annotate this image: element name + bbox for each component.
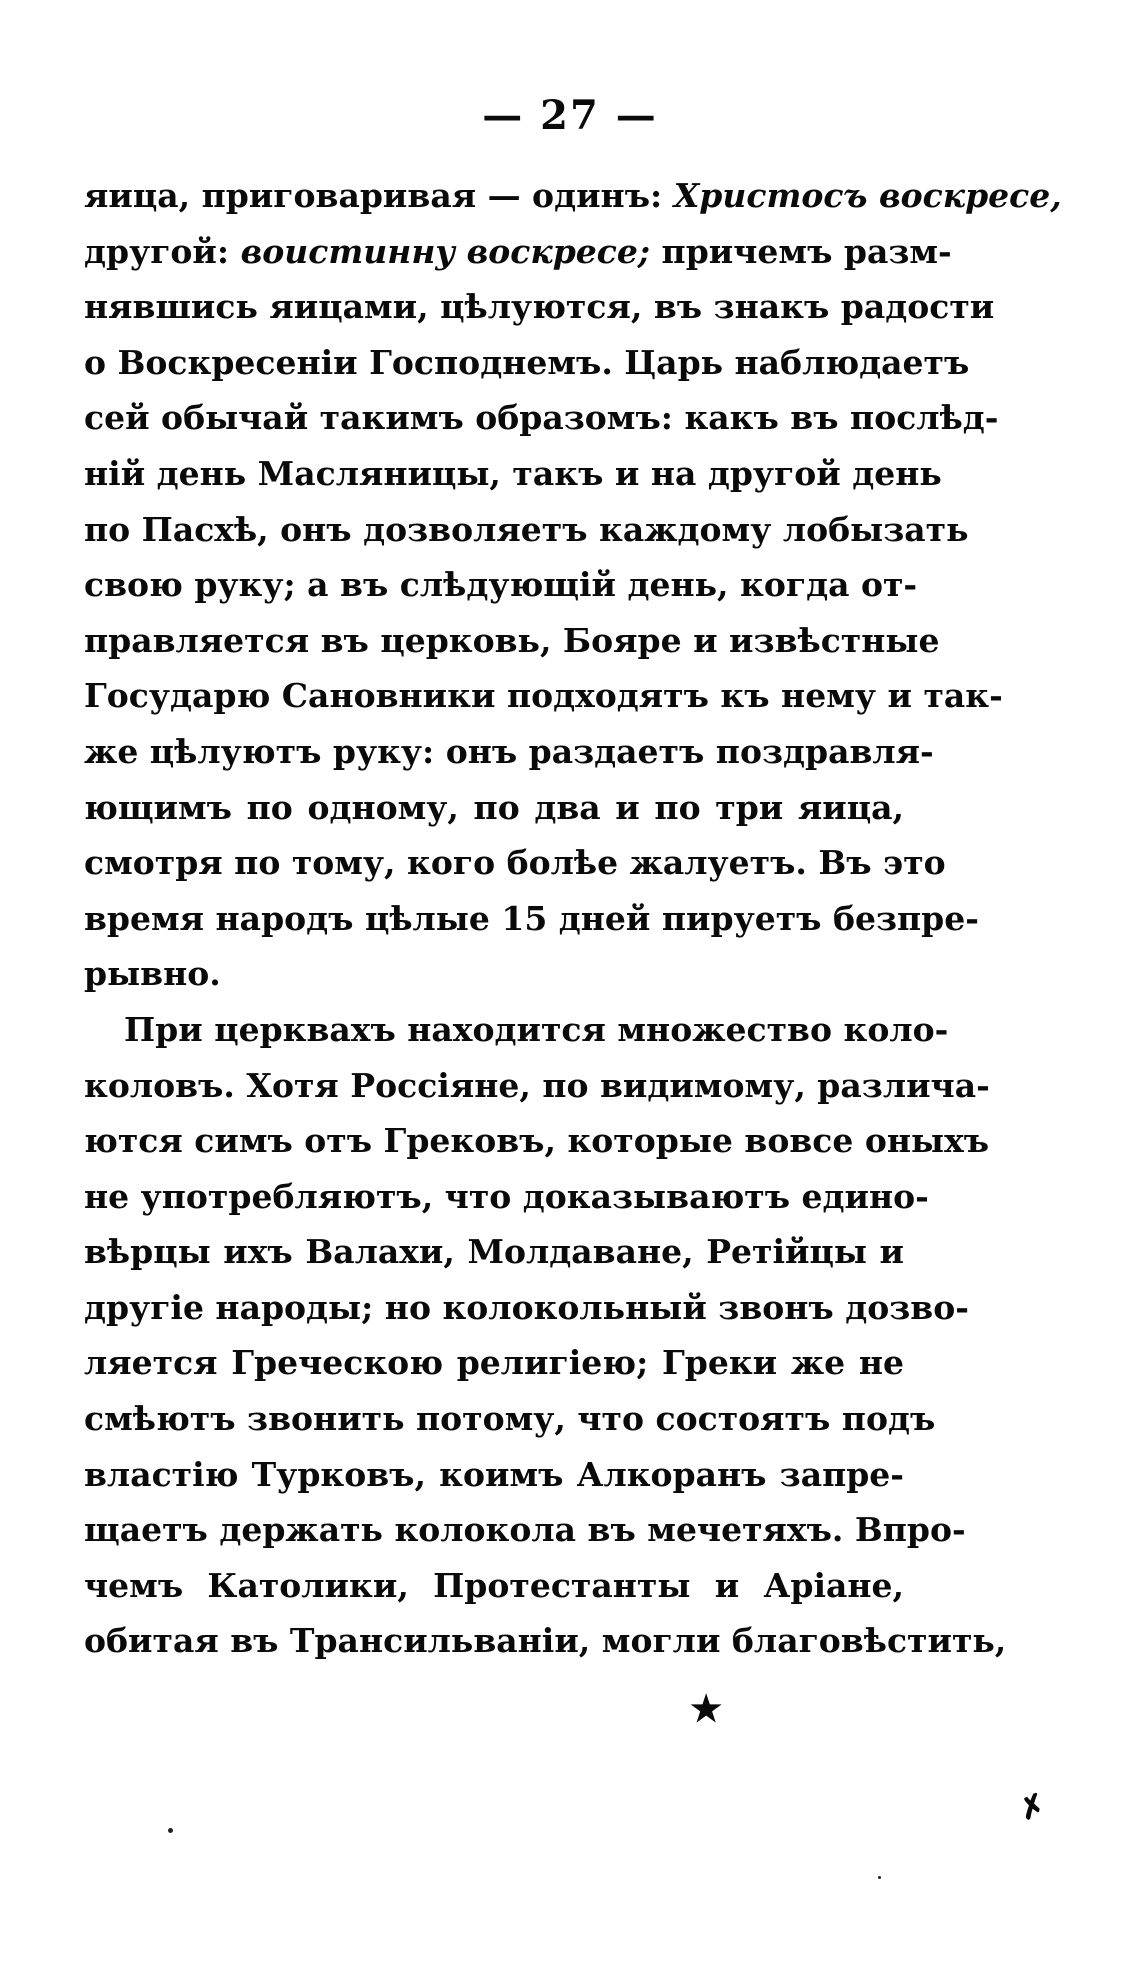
text-line — [84, 1613, 1007, 1669]
line-text: смотря по тому, кого болѣе жалуетъ. Въ это — [84, 843, 946, 883]
text-line — [84, 1058, 990, 1114]
line-text: ній день Масляницы, такъ и на другой день — [84, 453, 942, 493]
signature-mark: ★ — [690, 1688, 723, 1730]
line-text: Государю Сановники подходятъ къ нему и так- — [84, 676, 1003, 716]
line-text: сей обычай такимъ образомъ: какъ въ послѣд- — [84, 398, 999, 438]
text-line — [84, 1447, 904, 1503]
text-line — [84, 668, 1003, 724]
text-line — [84, 780, 904, 836]
line-text: ющимъ по одному, по два и по три яица, — [84, 787, 904, 827]
text-line — [84, 1502, 966, 1558]
text-line — [84, 835, 946, 891]
line-text: щаетъ держать колокола въ мечетяхъ. Впро- — [84, 1510, 966, 1550]
ink-speck — [878, 1876, 881, 1879]
line-text: обитая въ Трансильваніи, могли благовѣстить, — [84, 1621, 1007, 1661]
line-text: яица, приговаривая — одинъ: — [84, 176, 674, 215]
line-text: другіе народы; но колокольный звонъ дозво- — [84, 1287, 969, 1327]
paragraph — [84, 168, 1062, 1002]
line-text: ются симъ отъ Грековъ, которые вовсе оныхъ — [84, 1121, 990, 1161]
page-number: — 27 — — [482, 92, 658, 139]
line-text: правляется въ церковь, Бояре и извѣстные — [84, 620, 940, 660]
line-text: властію Турковъ, коимъ Алкоранъ запре- — [84, 1454, 904, 1494]
line-text: время народъ цѣлые 15 дней пируетъ безпре- — [84, 898, 979, 938]
text-line — [84, 1391, 936, 1447]
text-line — [84, 335, 970, 391]
text-line — [84, 1335, 904, 1391]
text-line — [84, 502, 969, 558]
text-line — [84, 446, 942, 502]
text-line — [84, 1280, 969, 1336]
line-text: коловъ. Хотя Россіяне, по видимому, различа- — [84, 1065, 990, 1105]
text-line — [84, 946, 904, 1002]
italic-phrase: Христосъ воскресе, — [673, 176, 1062, 215]
line-text: При церквахъ находится множество коло- — [124, 1009, 949, 1049]
text-line — [84, 1169, 929, 1225]
text-line — [84, 168, 1062, 224]
line-text: рывно. — [84, 954, 221, 994]
line-text: нявшись яицами, цѣлуются, въ знакъ радости — [84, 287, 995, 327]
line-text: свою руку; а въ слѣдующій день, когда от- — [84, 565, 918, 605]
text-line — [84, 1002, 949, 1058]
line-text: другой: — [84, 231, 241, 271]
text-line — [84, 557, 918, 613]
paragraph — [84, 1002, 1007, 1669]
line-text: не употребляютъ, что доказываютъ едино- — [84, 1176, 929, 1216]
text-line — [84, 724, 934, 780]
line-text: по Пасхѣ, онъ дозволяетъ каждому лобызать — [84, 509, 969, 549]
text-line — [84, 1113, 990, 1169]
ink-speck — [168, 1828, 173, 1833]
body-text — [84, 168, 1062, 1669]
italic-phrase: воистинну воскресе; — [240, 231, 651, 271]
text-line — [84, 1558, 904, 1614]
line-text: чемъ Католики, Протестанты и Аріане, — [84, 1565, 904, 1605]
line-text: о Воскресеніи Господнемъ. Царь наблюдаетъ — [84, 342, 970, 382]
text-line — [84, 891, 979, 947]
text-line — [84, 224, 952, 280]
line-text: вѣрцы ихъ Валахи, Молдаване, Ретійцы и — [84, 1232, 904, 1272]
text-line — [84, 613, 940, 669]
text-line — [84, 390, 999, 446]
line-text: ляется Греческою религіею; Греки же не — [84, 1343, 904, 1383]
line-text: же цѣлуютъ руку: онъ раздаетъ поздравля- — [84, 731, 934, 771]
text-line — [84, 279, 995, 335]
line-text-after: причемъ разм- — [650, 231, 952, 271]
line-text: смѣютъ звонить потому, что состоятъ подъ — [84, 1399, 936, 1439]
margin-mark: ✗ — [1014, 1786, 1051, 1829]
text-line — [84, 1224, 904, 1280]
